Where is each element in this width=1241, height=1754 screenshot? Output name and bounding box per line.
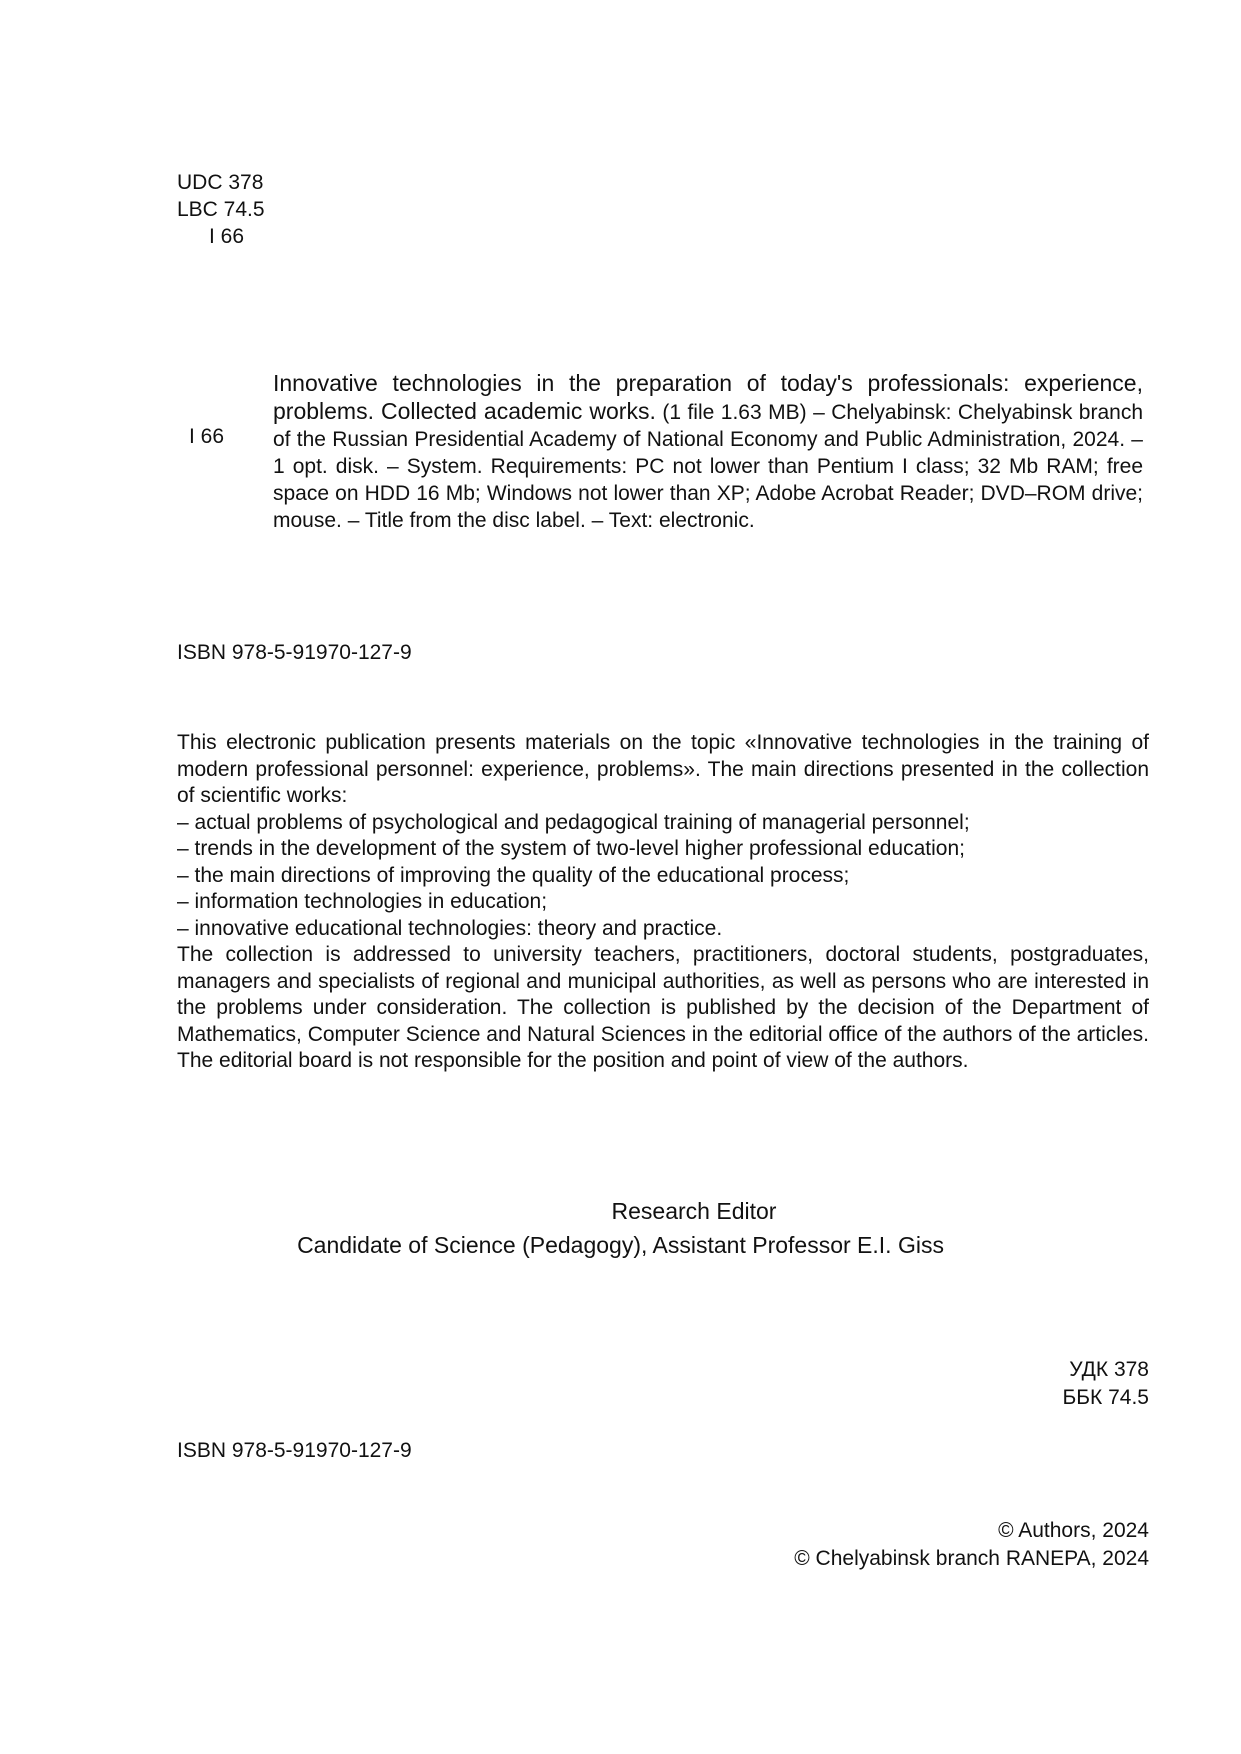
list-item: – trends in the development of the system of two-level higher professional education;	[177, 837, 965, 860]
russian-classification-codes	[1062, 1356, 1149, 1412]
bbk-code: ББК 74.5	[1062, 1386, 1149, 1409]
list-item: – innovative educational technologies: theory and practice.	[177, 916, 723, 940]
copyright-branch: © Chelyabinsk branch RANEPA, 2024	[794, 1547, 1149, 1570]
list-item: – the main directions of improving the quality of the educational process;	[177, 863, 850, 887]
abstract-intro: This electronic publication presents materials on the topic «Innovative technologies in the training of modern professional personnel: experience, problems». The main directions presented in the collection of scientific works:	[177, 731, 1149, 807]
research-editor	[0, 1194, 1241, 1262]
lbc-code: LBC 74.5	[177, 198, 265, 221]
list-item: – information technologies in education;	[177, 890, 548, 913]
copyright-authors: © Authors, 2024	[998, 1519, 1149, 1542]
biblio-details: (1 file 1.63 MB) – Chelyabinsk: Chelyabinsk branch of the Russian Presidential Academy of National Economy and Public Administration, 2024. – 1 opt. disk. – System. Requirements: PC not lower than Pentium I class; 32 Mb RAM; free space on HDD 16 Mb; Windows not lower than XP; Adobe Acrobat Reader; DVD–ROM drive; mouse. – Title from the disc label. – Text: electronic.	[273, 401, 1144, 532]
directions-list	[177, 810, 1149, 943]
abstract-audience: The collection is addressed to university teachers, practitioners, doctoral students, postgraduates, managers and specialists of regional and municipal authorities, as well as persons who are interested in the problems under consideration. The collection is published by the decision of the Department of Mathematics, Computer Science and Natural Sciences in the editorial office of the authors of the articles.	[177, 943, 1149, 1046]
classification-codes	[177, 169, 265, 250]
abstract-disclaimer: The editorial board is not responsible for the position and point of view of the authors.	[177, 1049, 969, 1072]
side-author-mark: I 66	[189, 425, 225, 448]
editor-role: Research Editor	[611, 1198, 777, 1224]
author-mark: I 66	[209, 225, 245, 248]
list-item: – actual problems of psychological and pedagogical training of managerial personnel;	[177, 810, 970, 834]
udk-code: УДК 378	[1069, 1358, 1149, 1381]
biblio-title: Innovative technologies in the preparation of today's professionals: experience, problems. Collected academic works.	[273, 370, 1143, 424]
udc-code: UDC 378	[177, 171, 264, 194]
isbn-bottom: ISBN 978-5-91970-127-9	[177, 1439, 412, 1462]
abstract	[177, 730, 1149, 1075]
editor-name: Candidate of Science (Pedagogy), Assistant Professor E.I. Giss	[297, 1232, 944, 1258]
bibliographic-record	[273, 370, 1143, 534]
isbn-top: ISBN 978-5-91970-127-9	[177, 641, 412, 664]
copyright-block	[794, 1517, 1149, 1573]
